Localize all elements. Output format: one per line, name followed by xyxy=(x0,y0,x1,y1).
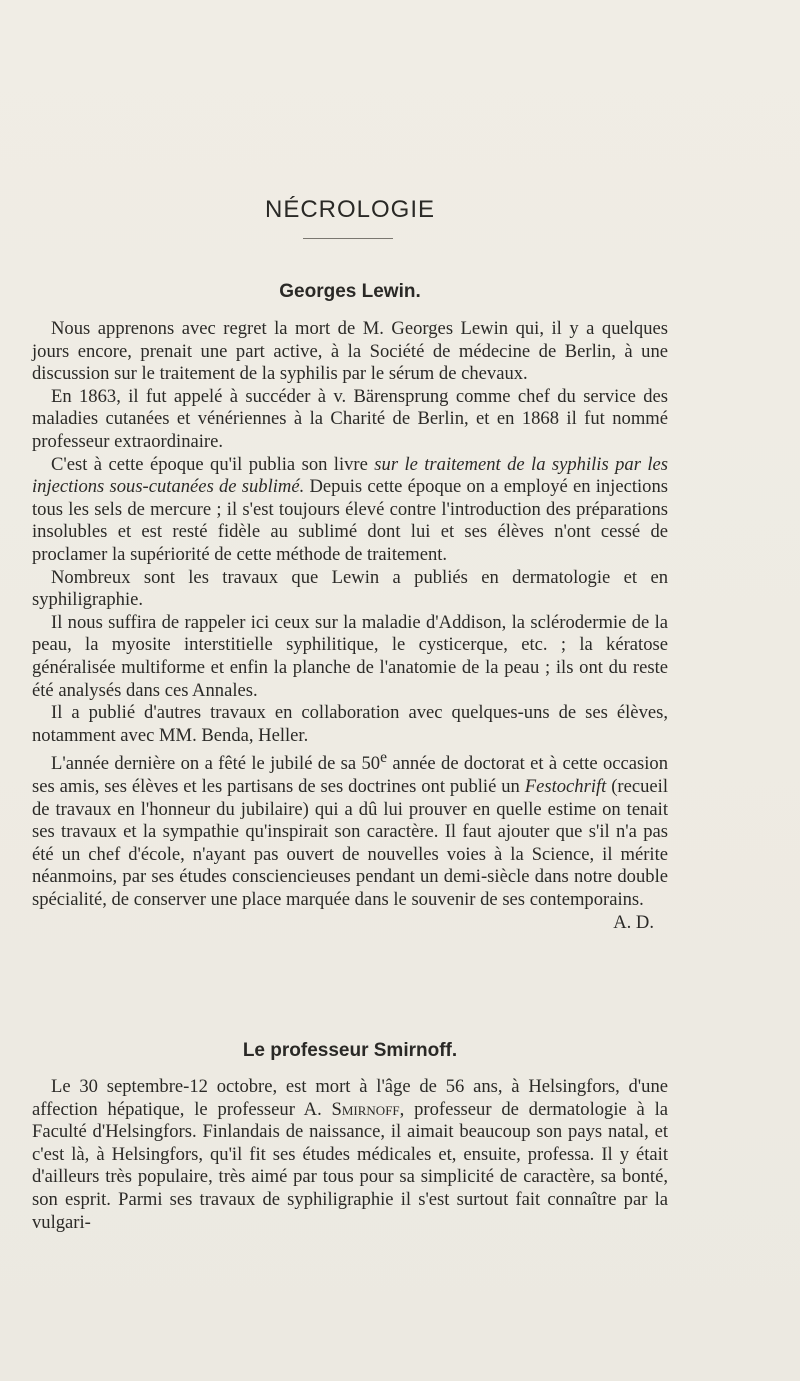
paragraph xyxy=(32,747,669,933)
paragraph: Nombreux sont les travaux que Lewin a publiés en dermatologie et en syphiligraphie. xyxy=(32,566,668,611)
paragraph xyxy=(32,454,668,567)
text-run: , professeur de dermatologie à la Faculté d'Helsingfors. Finlandais de naissance, il aimait beaucoup son pays natal, et c'est là, à Helsingfors, qu'il fit ses études médicales et, ensuite, professa. Il y était d'ailleurs très populaire, très aimé par tous pour sa simplicité de caractère, sa bonté, son esprit. Parmi ses travaux de syphiligraphie il s'est surtout fait connaître par la vulgari- xyxy=(32,1098,669,1233)
paragraph: En 1863, il fut appelé à succéder à v. Bärensprung comme chef du service des maladies cutanées et vénériennes à la Charité de Berlin, et en 1868 il fut nommé professeur extraordinaire. xyxy=(32,385,668,452)
author-signature: A. D. xyxy=(613,911,654,933)
person-name: Smirnoff xyxy=(331,1098,400,1120)
section-body-smirnoff xyxy=(32,1076,668,1234)
paragraph: Il a publié d'autres travaux en collaboration avec quelques-uns de ses élèves, notamment avec MM. Benda, Heller. xyxy=(32,702,668,746)
section-body-lewin xyxy=(32,318,668,934)
section-title-smirnoff: Le professeur Smirnoff. xyxy=(242,1040,458,1061)
text-run: L'année dernière on a fêté le jubilé de sa 50 xyxy=(51,753,381,775)
text-run: Le 30 septembre-12 octobre, est mort à l'âge de 56 ans, à Helsingfors, d'une affection hépatique, le professeur A. xyxy=(32,1076,668,1120)
text-run: (recueil de travaux en l'honneur du jubilaire) qui a dû lui prouver en quelle estime on tenait ses travaux et la sympathie qu'inspirait son caractère. Il faut ajouter que s'il n'a pas été un chef d'école, n'ayant pas ouvert de nouvelles voies à la Science, il mérite néanmoins, par ses études consciencieuses pendant un demi-siècle dans notre double spécialité, de conserver une place marquée dans le souvenir de ses contemporains. xyxy=(32,776,669,911)
section-title-lewin: Georges Lewin. xyxy=(279,281,421,302)
book-title: sur le traitement de la syphilis par les injections sous-cutanées de sublimé. xyxy=(32,453,668,498)
superscript: e xyxy=(380,749,387,767)
paragraph xyxy=(32,1076,668,1234)
page-heading: NÉCROLOGIE xyxy=(264,196,436,223)
book-title: Festochrift xyxy=(524,776,607,798)
paragraph: Il nous suffira de rappeler ici ceux sur la maladie d'Addison, la sclérodermie de la peau, la myosite interstitielle syphilitique, le cysticerque, etc. ; la kératose généralisée multiforme et enfin la planche de l'anatomie de la peau ; ils ont du reste été analysés dans ces Annales. xyxy=(32,611,668,701)
text-run: année de doctorat et à cette occasion ses amis, ses élèves et les partisans de ses doctrines ont publié un xyxy=(32,753,668,798)
text-run: Depuis cette époque on a employé en injections tous les sels de mercure ; il s'est toujours élevé contre l'introduction des préparations insolubles et est resté fidèle au sublimé dont lui et ses élèves n'ont cessé de proclamer la supériorité de cette méthode de traitement. xyxy=(32,476,669,565)
paragraph: Nous apprenons avec regret la mort de M. Georges Lewin qui, il y a quelques jours encore, prenait une part active, à la Société de médecine de Berlin, à une discussion sur le traitement de la syphilis par le sérum de chevaux. xyxy=(32,318,668,385)
text-run: C'est à cette époque qu'il publia son livre xyxy=(51,453,375,475)
heading-divider xyxy=(303,238,393,239)
